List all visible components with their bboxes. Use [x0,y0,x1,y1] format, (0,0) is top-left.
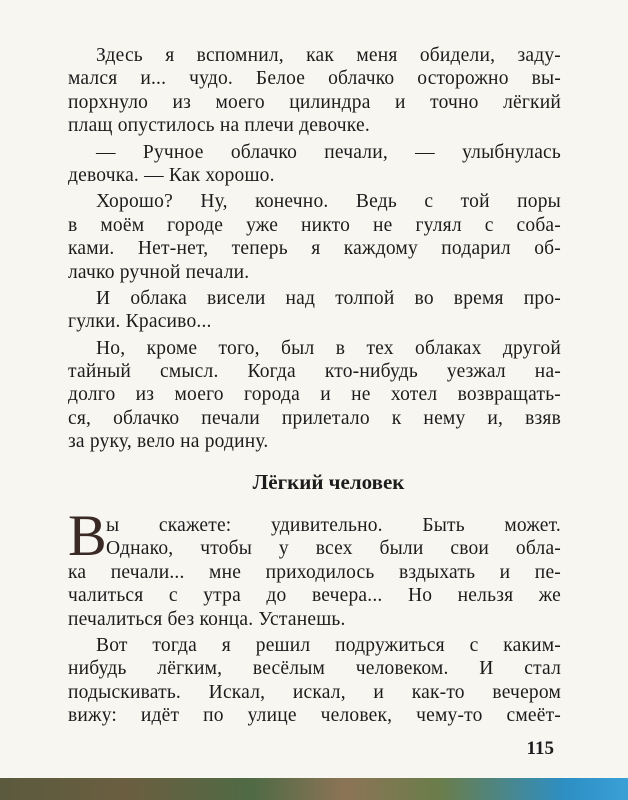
text-line: печалиться без конца. Устанешь. [68,608,346,630]
text-line: Здесь я вспомнил, как меня обидели, заду- [96,45,561,66]
text-line: мался и... чудо. Белое облачко осторожно вы- [68,68,561,90]
text-line: ками. Нет-нет, теперь я каждому подарил об- [68,238,561,260]
text-line: тайный смысл. Когда кто-нибудь уезжал на- [68,361,561,383]
text-line: Хорошо? Ну, конечно. Ведь с той поры [96,191,561,213]
text-line: в моём городе уже никто не гулял с соба- [68,214,561,236]
dropcap-paragraph [68,503,561,568]
text-line: ка печали... мне приходилось вздыхать и пе- [68,561,561,583]
text-line: И облака висели над толпой во время про- [96,287,561,309]
bottom-illustration-strip [0,778,628,800]
page-number: 115 [526,738,554,759]
text-line: гулки. Красиво... [68,311,212,333]
text-line: долго из моего города и не хотел возвращать- [68,384,561,406]
drop-cap-letter: В [68,503,107,568]
text-line: девочка. — Как хорошо. [68,164,275,186]
text-line: ы скажете: удивительно. Быть может. [106,515,561,536]
text-line: подыскивать. Искал, искал, и как-то вечером [68,681,561,703]
text-line: плащ опустилось на плечи девочке. [68,115,370,137]
text-line: Однако, чтобы у всех были свои обла- [106,538,561,560]
section-1-text [68,44,561,454]
section-2-text [68,503,561,728]
text-line: — Ручное облачко печали, — улыбнулась [96,141,561,163]
text-line: нибудь лёгким, весёлым человеком. И стал [68,658,561,680]
text-line: Вот тогда я решил подружиться с каким- [96,634,561,656]
text-line: за руку, вело на родину. [68,431,269,453]
text-line: чалиться с утра до вечера... Но нельзя же [68,585,561,607]
text-line: вижу: идёт по улице человек, чему-то смеёт- [68,705,561,727]
text-line: Но, кроме того, был в тех облаках другой [96,337,561,359]
text-line: лачко ручной печали. [68,261,250,283]
chapter-heading: Лёгкий человек [252,470,405,494]
text-line: ся, облачко печали прилетало к нему и, взяв [68,407,561,429]
text-line: порхнуло из моего цилиндра и точно лёгкий [68,91,561,113]
